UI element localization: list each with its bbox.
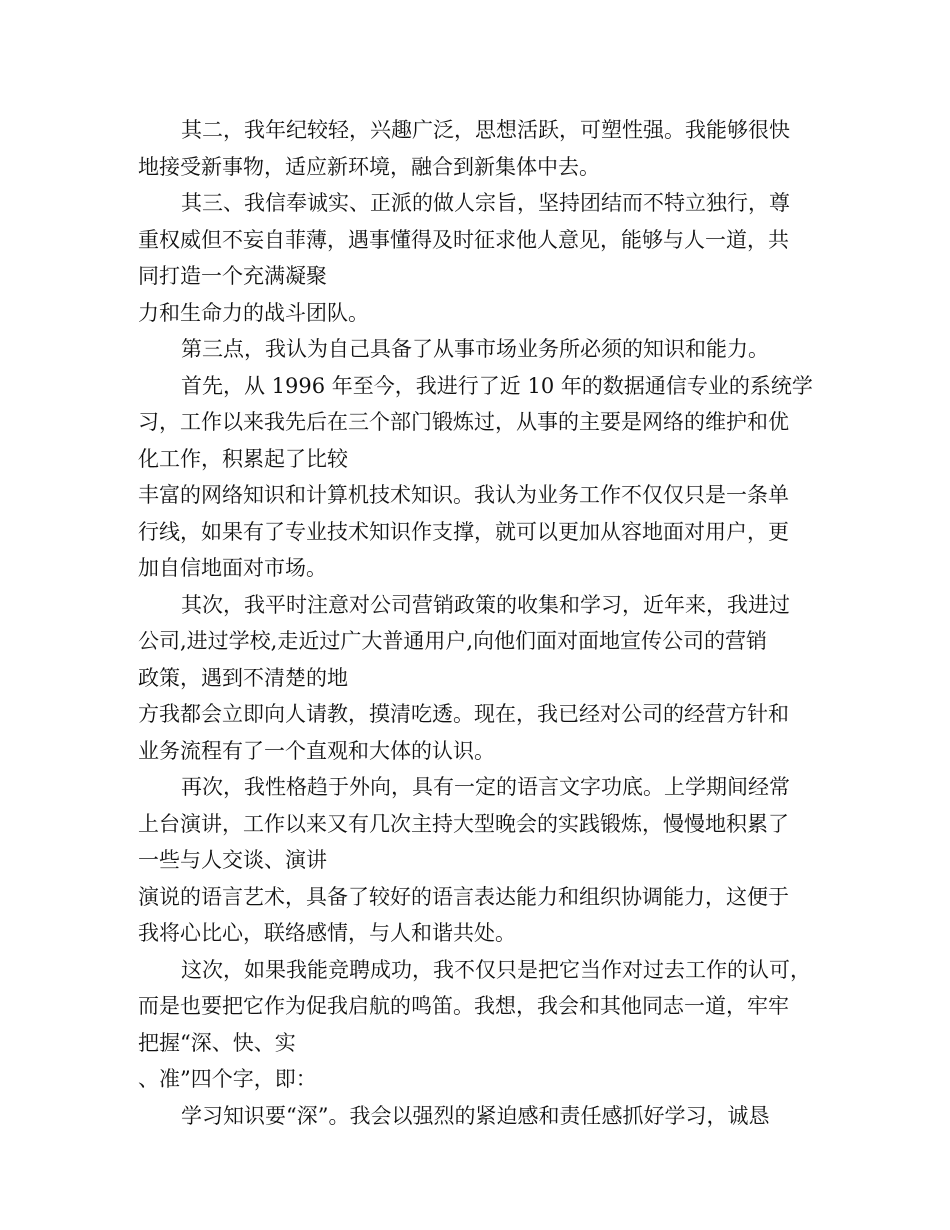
text-line: 习，工作以来我先后在三个部门锻炼过，从事的主要是网络的维护和优 bbox=[138, 410, 789, 434]
text-line: 加自信地面对市场。 bbox=[138, 556, 327, 580]
text-line: 方我都会立即向人请教，摸清吃透。现在，我已经对公司的经营方针和 bbox=[138, 702, 789, 726]
text-line: 演说的语言艺术，具备了较好的语言表达能力和组织协调能力，这便于 bbox=[138, 884, 789, 909]
text-line: 上台演讲，工作以来又有几次主持大型晚会的实践锻炼，慢慢地积累了 bbox=[138, 811, 789, 836]
text-line: 地接受新事物，适应新环境，融合到新集体中去。 bbox=[138, 154, 600, 179]
text-line: 把握“深、快、实 bbox=[138, 1030, 296, 1055]
text-line: 、准”四个字，即： bbox=[138, 1067, 317, 1091]
text-line: 我将心比心，联络感情，与人和谐共处。 bbox=[138, 921, 516, 945]
text-line: 重权威但不妄自菲薄，遇事懂得及时征求他人意见，能够与人一道，共 bbox=[138, 227, 789, 252]
text-line: 公司,进过学校,走近过广大普通用户,向他们面对面地宣传公司的营销 bbox=[138, 629, 768, 653]
text-line: 力和生命力的战斗团队。 bbox=[138, 300, 369, 325]
text-line: 再次，我性格趋于外向，具有一定的语言文字功底。上学期间经常 bbox=[181, 775, 790, 799]
text-line: 这次，如果我能竞聘成功，我不仅只是把它当作对过去工作的认可， bbox=[181, 957, 811, 982]
text-line: 其次，我平时注意对公司营销政策的收集和学习，近年来，我进过 bbox=[181, 592, 790, 617]
text-line: 其二，我年纪较轻，兴趣广泛，思想活跃，可塑性强。我能够很快 bbox=[181, 118, 790, 142]
text-line: 而是也要把它作为促我启航的鸣笛。我想，我会和其他同志一道，牢牢 bbox=[138, 994, 789, 1018]
text-line: 其三、我信奉诚实、正派的做人宗旨，坚持团结而不特立独行，尊 bbox=[181, 191, 790, 215]
text-line: 化工作，积累起了比较 bbox=[138, 446, 348, 471]
text-line: 同打造一个充满凝聚 bbox=[138, 264, 327, 288]
text-line: 首先，从 1996 年至今，我进行了近 10 年的数据通信专业的系统学 bbox=[181, 373, 813, 398]
text-line: 一些与人交谈、演讲 bbox=[138, 848, 327, 872]
text-line: 丰富的网络知识和计算机技术知识。我认为业务工作不仅仅只是一条单 bbox=[138, 483, 789, 507]
text-line: 行线，如果有了专业技术知识作支撑，就可以更加从容地面对用户，更 bbox=[138, 519, 789, 544]
text-line: 第三点，我认为自己具备了从事市场业务所必须的知识和能力。 bbox=[181, 337, 769, 361]
text-line: 政策，遇到不清楚的地 bbox=[138, 665, 348, 690]
text-line: 业务流程有了一个直观和大体的认识。 bbox=[138, 738, 495, 763]
document-body bbox=[138, 112, 818, 1134]
text-line: 学习知识要“深”。我会以强烈的紧迫感和责任感抓好学习，诚恳 bbox=[181, 1103, 770, 1128]
